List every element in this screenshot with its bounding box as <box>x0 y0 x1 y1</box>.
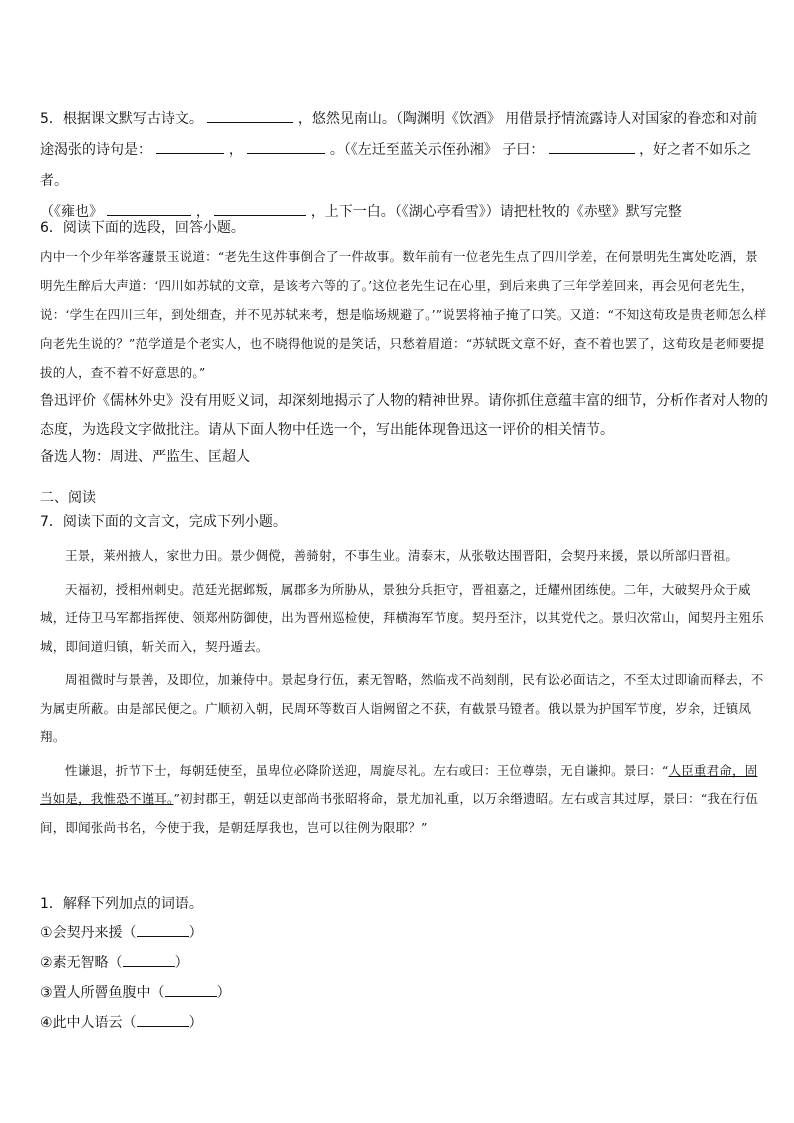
q6-task: 鲁迅评价《儒林外史》没有用贬义词，却深刻地揭示了人物的精神世界。请你抓住意蕴丰富的细节，分析作者对人物的态度，为选段文字做批注。请从下面人物中任选一个，写出能体现鲁迅这一评价的相关情节。 <box>40 393 768 438</box>
q7-p4-text: 性谦退，折节下士，每朝廷使至，虽卑位必降阶送迎，周旋尽礼。左右或曰：王位尊崇，无自谦抑。景曰：“ <box>65 762 669 778</box>
answer-blank[interactable] <box>123 952 175 967</box>
underlined-sentence: 人臣重君命，固当如是，我惟恐不谨耳。 <box>40 762 758 806</box>
answer-blank[interactable] <box>107 201 191 216</box>
answer-blank[interactable] <box>207 108 293 123</box>
q5-text: 。（《左迁至蓝关示侄孙湘》 子曰： <box>329 142 545 158</box>
q5-text: ，悠然见南山。（陶渊明《饮酒》 用借景抒情流露诗人对国家的眷恋和对前 <box>297 111 758 127</box>
list-item <box>40 948 770 978</box>
q6-candidates: 备选人物：周进、严监生、匡超人 <box>40 449 250 465</box>
section-2-heading: 二、阅读 <box>40 490 96 506</box>
q6-passage: 内中一个少年举客蘧景玉说道：“老先生这件事倒合了一件故事。数年前有一位老先生点了四川学差，在何景明先生寓处吃酒，景明先生醉后大声道：‘四川如苏轼的文章，是该考六等的了。’这位老先生记在心里，到后来典了三年学差回来，再会见何老先生，说：‘学生在四川三年，到处细查，并不见苏轼来考，想是临场规避了。’”说罢将袖子掩了口笑。又道：“不知这荀玫是贵老师怎么样向老先生说的？”范学道是个老实人，也不晓得他说的是笑话，只愁着眉道：“苏轼既文章不好，查不着也罢了，这荀玫是老师要提拔的人，查不着不好意思的。” <box>40 249 767 380</box>
item-number: ④ <box>40 1015 53 1031</box>
answer-blank[interactable] <box>137 1012 189 1027</box>
q7-passage <box>40 542 770 842</box>
list-item <box>40 1008 770 1038</box>
item-text: ） <box>188 925 203 941</box>
q5-line-2 <box>40 135 770 197</box>
q7-paragraph-3: 周祖微时与景善，及即位，加兼侍中。景起身行伍，素无智略，然临戎不尚刻削，民有讼必面诘之，不至太过即谕而释去，不为属吏所蔽。由是部民便之。广顺初入朝，民周环等数百人诣阙留之不获，有截景马镫者。俄以景为护国军节度，岁余，迁镇凤翔。 <box>40 672 764 744</box>
answer-blank[interactable] <box>214 201 306 216</box>
item-number: ② <box>40 955 53 971</box>
item-text: ） <box>188 1015 203 1031</box>
q5-text: ，上下一白。（《湖心亭看雪》）请把杜牧的《赤壁》默写完整 <box>310 204 682 220</box>
answer-blank[interactable] <box>165 982 217 997</box>
q7-paragraph-2: 天福初，授相州刺史。范廷光据邺叛，属郡多为所胁从，景独分兵拒守，晋祖嘉之，迁耀州团练使。二年，大破契丹众于威城，迁侍卫马军都指挥使、领郑州防御使，出为晋州巡检使，拜横海军节度。契丹至汴，以其党代之。景归次常山，闻契丹主殂乐城，即间道归镇，斩关而入，契丹遁去。 <box>40 581 764 654</box>
answer-blank[interactable] <box>549 139 635 154</box>
item-text: ） <box>174 955 189 971</box>
question-6 <box>40 216 770 469</box>
q7-sub-title: 1．解释下列加点的词语。 <box>40 896 203 912</box>
item-text: 无智略（ <box>66 955 123 971</box>
item-text: 此中人语云（ <box>52 1015 137 1031</box>
answer-blank[interactable] <box>156 139 224 154</box>
q5-line-1 <box>40 104 770 135</box>
item-text: 会 <box>52 925 67 941</box>
q5-text: ， <box>228 142 243 158</box>
item-text: ） <box>216 985 231 1001</box>
answer-blank[interactable] <box>247 139 325 154</box>
q5-text: 5．根据课文默写古诗文。 <box>40 111 203 127</box>
item-text: 置人所罾鱼腹中（ <box>52 985 165 1001</box>
q7-title: 7．阅读下面的文言文，完成下列小题。 <box>40 514 287 530</box>
section-2 <box>40 486 770 534</box>
item-number: ① <box>40 925 53 941</box>
q7-paragraph-4 <box>40 757 770 843</box>
question-5 <box>40 104 770 228</box>
q6-title: 6．阅读下面的选段，回答小题。 <box>40 220 245 236</box>
item-number: ③ <box>40 985 53 1001</box>
q7-subquestion-1 <box>40 890 770 1038</box>
q5-text: ，好之者不如乐之者。 <box>40 142 752 189</box>
q5-text: 途渴张的诗句是： <box>40 142 152 158</box>
item-text: 素 <box>52 955 67 971</box>
item-text: 契丹来援（ <box>66 925 137 941</box>
answer-blank[interactable] <box>137 922 189 937</box>
q7-p4-text: ”初封郡王，朝廷以吏部尚书张昭将命，景尤加礼重，以万余缗遗昭。左右或言其过厚，景曰：“我在行伍间，即闻张尚书名，今使于我，是朝廷厚我也，岂可以往例为限耶？” <box>40 791 759 835</box>
q5-text: （《雍也》 <box>40 204 108 220</box>
list-item <box>40 918 770 948</box>
q5-text: ， <box>195 204 210 220</box>
list-item <box>40 978 770 1008</box>
q7-paragraph-1: 王景，莱州掖人，家世力田。景少倜傥，善骑射，不事生业。清泰末，从张敬达围晋阳，会契丹来援，景以所部归晋祖。 <box>65 548 739 563</box>
